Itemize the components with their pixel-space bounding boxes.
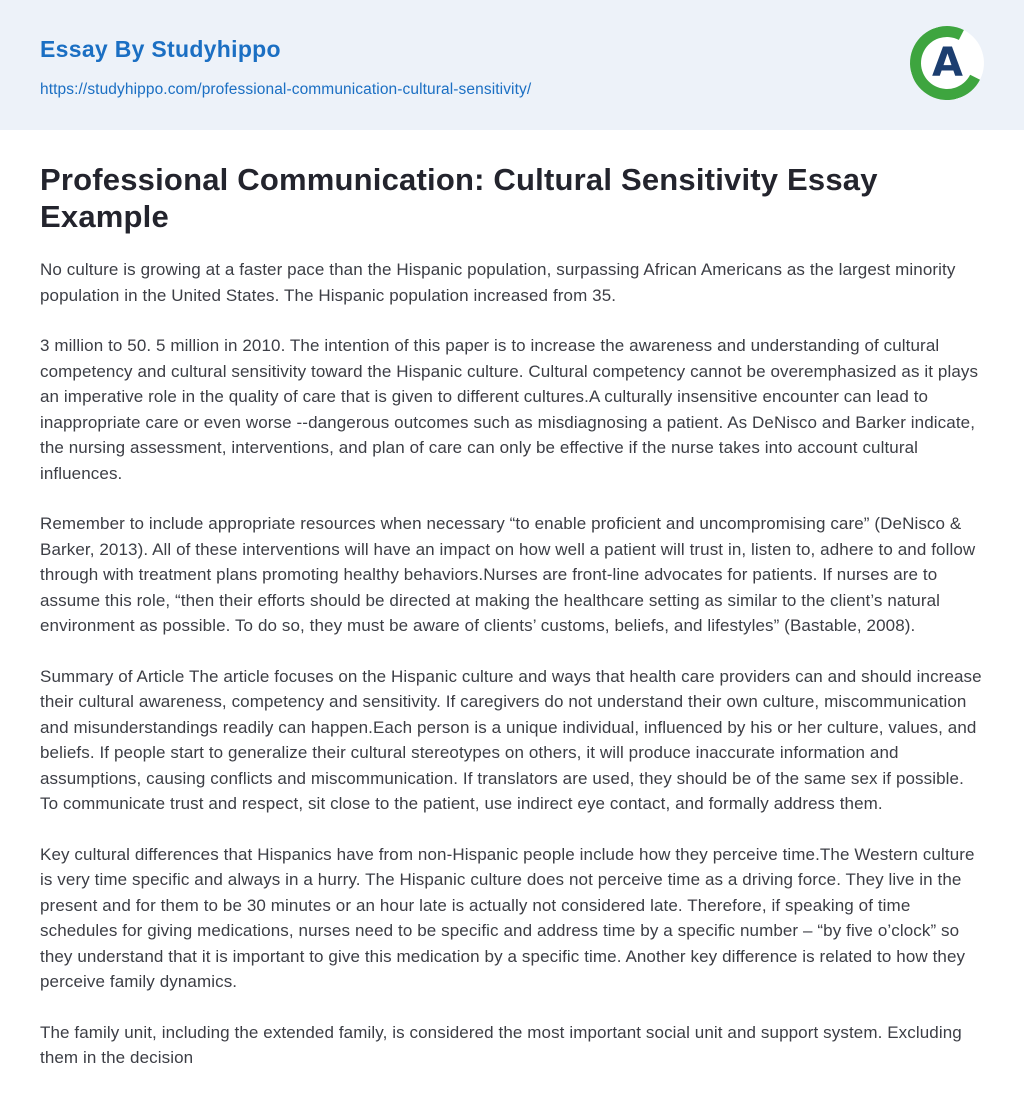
logo-ring-icon: [900, 16, 993, 109]
logo-letter: A: [931, 40, 963, 86]
essay-paragraph: No culture is growing at a faster pace than the Hispanic population, surpassing African Americans as the largest minority population in the United States. The Hispanic population increased from 35.: [40, 260, 956, 305]
essay-paragraph: Key cultural differences that Hispanics have from non-Hispanic people include how they perceive time.The Western culture is very time specific and always in a hurry. The Hispanic culture does not perceive time as a driving force. They live in the present and for them to be 30 minutes or an hour late is actually not considered late. Therefore, if speaking of time schedules for giving medications, nurses need to be specific and address time by a specific number – “by five o’clock” so they understand that it is important to give this medication by a specific time. Another key difference is related to how they perceive family dynamics.: [40, 844, 975, 992]
source-url-link[interactable]: https://studyhippo.com/professional-communication-cultural-sensitivity/: [40, 81, 532, 98]
page-header: [0, 0, 1024, 130]
essay-paragraph: 3 million to 50. 5 million in 2010. The intention of this paper is to increase the awareness and understanding of cultural competency and cultural sensitivity toward the Hispanic culture. Cultural competency cannot be overemphasized as it plays an imperative role in the quality of care that is given to different cultures.A culturally insensitive encounter can lead to inappropriate care or even worse --dangerous outcomes such as misdiagnosing a patient. As DeNisco and Barker indicate, the nursing assessment, interventions, and plan of care can only be effective if the nurse takes into account cultural influences.: [40, 336, 979, 483]
essay-content: [0, 130, 1024, 1111]
page-title: Professional Communication: Cultural Sensitivity Essay Example: [40, 162, 878, 234]
essay-paragraph: The family unit, including the extended family, is considered the most important social unit and support system. Excluding them in the decision: [40, 1022, 962, 1068]
studyhippo-logo-icon: [910, 26, 984, 100]
essay-paragraph: Remember to include appropriate resources when necessary “to enable proficient and uncompromising care” (DeNisco & Barker, 2013). All of these interventions will have an impact on how well a patient will trust in, listen to, adhere to and follow through with treatment plans promoting healthy behaviors.Nurses are front-line advocates for patients. If nurses are to assume this role, “then their efforts should be directed at making the healthcare setting as similar to the client’s natural environment as possible. To do so, they must be aware of clients’ customs, beliefs, and lifestyles” (Bastable, 2008).: [40, 514, 976, 636]
essay-paragraph: Summary of Article The article focuses on the Hispanic culture and ways that health care providers can and should increase their cultural awareness, competency and sensitivity. If caregivers do not understand their own culture, miscommunication and misunderstandings readily can happen.Each person is a unique individual, influenced by his or her culture, values, and beliefs. If people start to generalize their cultural stereotypes on others, it will produce inaccurate information and assumptions, causing conflicts and miscommunication. If translators are used, they should be of the same sex if possible. To communicate trust and respect, sit close to the patient, use indirect eye contact, and formally address them.: [40, 666, 982, 814]
site-title: Essay By Studyhippo: [40, 36, 281, 62]
